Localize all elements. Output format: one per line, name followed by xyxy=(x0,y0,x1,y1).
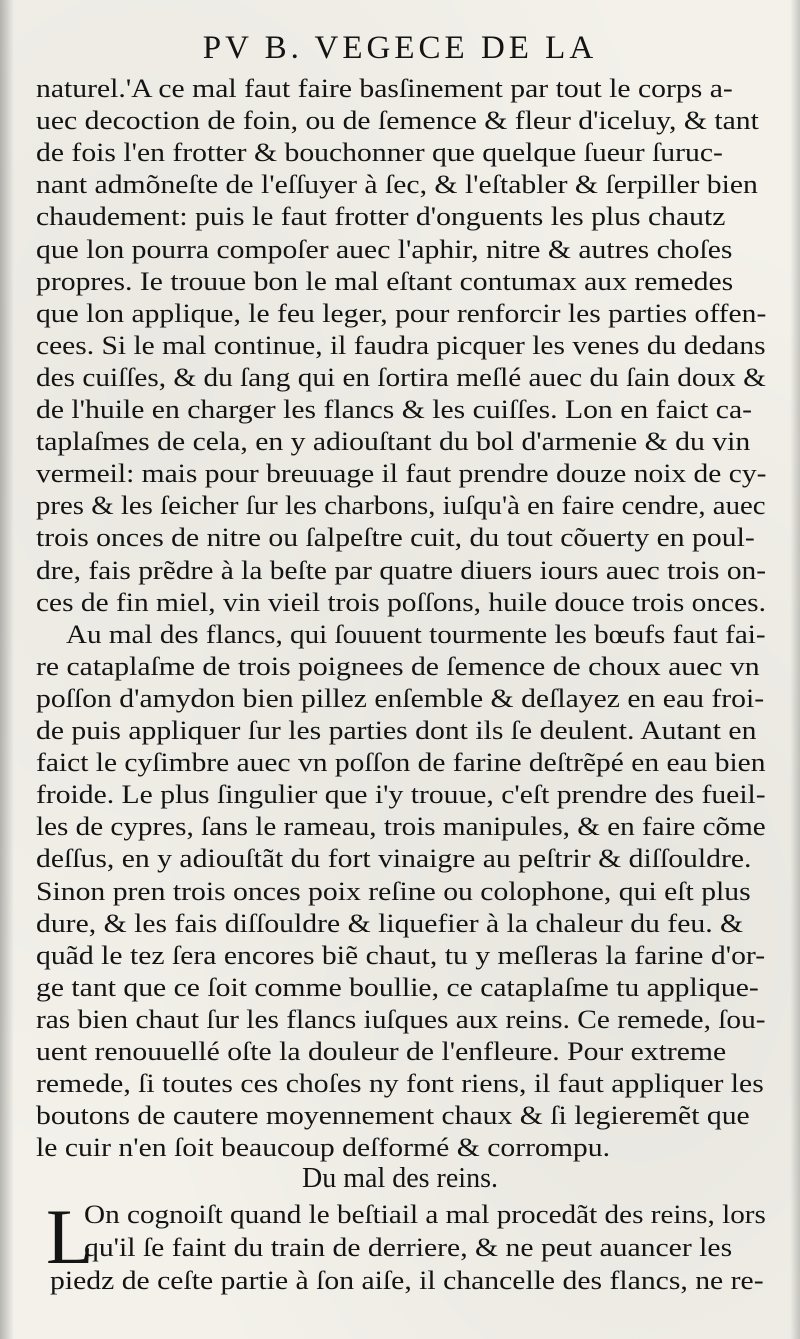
text-line: re cataplaſme de trois poignees de ſemence de choux auec vn xyxy=(36,650,760,681)
text-line: pres & les ſeicher ſur les charbons, iuſqu'à en faire cendre, auec xyxy=(36,490,766,521)
text-line: taplaſmes de cela, en y adiouſtant du bol d'armenie & du vin xyxy=(36,426,751,457)
text-line: naturel.'A ce mal faut faire basſinement par tout le corps a- xyxy=(36,73,733,103)
text-line: de fois l'en frotter & bouchonner que quelque ſueur ſuruc- xyxy=(36,137,723,168)
text-line: nant admõneſte de l'eſſuyer à ſec, & l'eſtabler & ſerpiller bien xyxy=(36,169,758,200)
text-line: vermeil: mais pour breuuage il faut prendre douze noix de cy- xyxy=(36,458,767,489)
text-line: dure, & les fais diſſouldre & liquefier à la chaleur du feu. & xyxy=(36,907,744,938)
text-line: de puis appliquer ſur les parties dont ils ſe deulent. Autant en xyxy=(36,715,757,745)
text-line: des cuiſſes, & du ſang qui en ſortira meſlé auec du ſain doux & xyxy=(36,361,766,392)
text-line: les de cypres, ſans le rameau, trois manipules, & en faire cõme xyxy=(36,811,766,842)
text-line: boutons de cautere moyennement chaux & ſi legieremẽt que xyxy=(36,1100,750,1131)
text-line: propres. Ie trouue bon le mal eſtant contumax aux remedes xyxy=(36,265,734,296)
text-line: que lon pourra compoſer auec l'aphir, nitre & autres choſes xyxy=(36,233,733,264)
text-line: trois onces de nitre ou ſalpeſtre cuit, du tout cõuerty en poul- xyxy=(36,522,755,553)
text-line: Au mal des flancs, qui ſouuent tourmente les bœufs faut fai- xyxy=(66,618,766,649)
text-line: deſſus, en y adiouſtãt du fort vinaigre au peſtrir & diſſouldre. xyxy=(36,843,752,874)
text-line: poſſon d'amydon bien pillez enſemble & deſlayez en eau froi- xyxy=(36,682,765,713)
running-head: PV B. VEGECE DE LA xyxy=(202,30,598,66)
text-line: faict le cyſimbre auec vn poſſon de farine deſtrẽpé en eau bien xyxy=(36,747,766,778)
text-line: dre, fais prẽdre à la beſte par quatre diuers iours auec trois on- xyxy=(36,554,767,585)
text-line: piedz de ceſte partie à ſon aiſe, il chancelle des flancs, ne re- xyxy=(50,1265,764,1295)
text-line: de l'huile en charger les flancs & les cuiſſes. Lon en faict ca- xyxy=(36,394,753,424)
drop-cap: L xyxy=(46,1193,94,1280)
page-shadow-left xyxy=(0,0,14,1339)
text-line: ces de fin miel, vin vieil trois poſſons, huile douce trois onces. xyxy=(36,586,766,617)
page-shadow-right xyxy=(790,0,800,1339)
text-line: Sinon pren trois onces poix reſine ou colophone, qui eſt plus xyxy=(36,875,751,906)
text-line: On cognoiſt quand le beſtiail a mal procedãt des reins, lors xyxy=(84,1199,766,1229)
text-line: froide. Le plus ſingulier que i'y trouue, c'eſt prendre des fueil- xyxy=(36,779,766,810)
text-line: ge tant que ce ſoit comme boullie, ce cataplaſme tu applique- xyxy=(36,971,759,1002)
text-line: chaudement: puis le faut frotter d'onguents les plus chautz xyxy=(36,201,726,232)
text-line: que lon applique, le feu leger, pour renforcir les parties offen- xyxy=(36,297,767,328)
section-heading: Du mal des reins. xyxy=(302,1163,498,1194)
text-line: ras bien chaut ſur les flancs iuſques aux reins. Ce remede, ſou- xyxy=(36,1003,766,1034)
text-line: remede, ſi toutes ces choſes ny font riens, il faut appliquer les xyxy=(36,1068,764,1099)
text-line: quãd le tez ſera encores biẽ chaut, tu y meſleras la farine d'or- xyxy=(36,939,766,970)
text-line: qu'il ſe faint du train de derriere, & ne peut auancer les xyxy=(84,1232,733,1262)
text-line: le cuir n'en ſoit beaucoup deſformé & corrompu. xyxy=(36,1132,611,1163)
text-line: cees. Si le mal continue, il faudra picquer les venes du dedans xyxy=(36,329,766,360)
text-line: uent renouuellé oſte la douleur de l'enfleure. Pour extreme xyxy=(36,1036,727,1066)
text-line: uec decoction de foin, ou de ſemence & fleur d'iceluy, & tant xyxy=(36,105,759,136)
